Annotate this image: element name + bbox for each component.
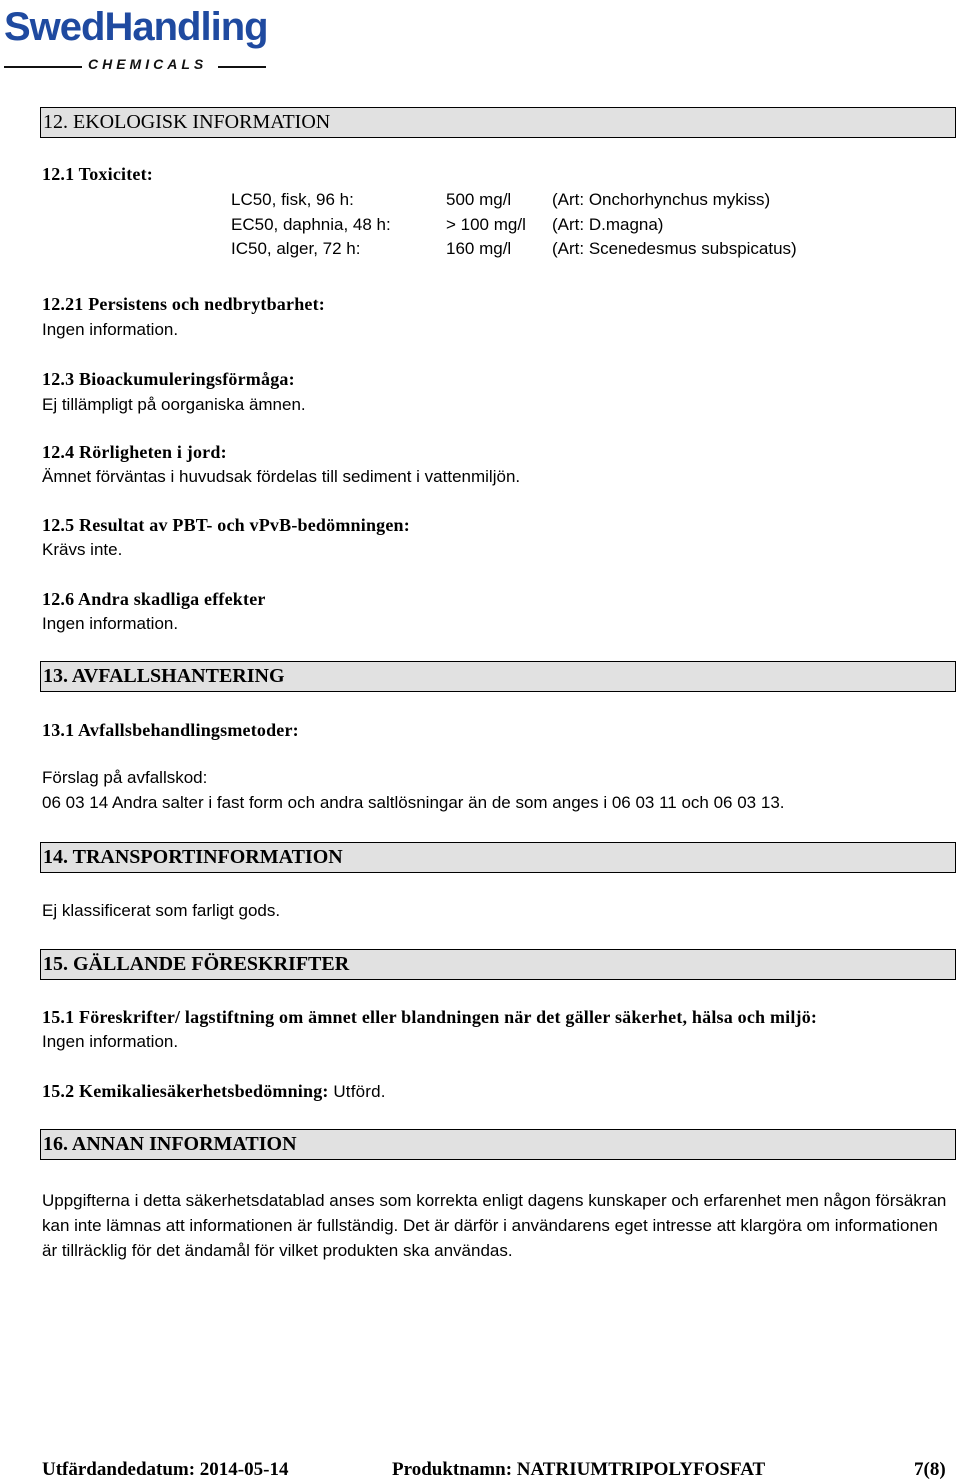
tox-row-1-label: LC50, fisk, 96 h: [231,190,354,209]
pbt-title: 12.5 Resultat av PBT- och vPvB-bedömningen: [42,515,410,535]
company-logo [4,4,266,76]
waste-code-text: 06 03 14 Andra salter i fast form och andra saltlösningar än de som anges i 06 03 11 och 06 03 13. [42,793,785,812]
regulations-title: 15.1 Föreskrifter/ lagstiftning om ämnet eller blandningen när det gäller säkerhet, hälsa och miljö: [42,1007,818,1027]
footer-page-number: 7(8) [914,1459,946,1480]
section-12-header: 12. EKOLOGISK INFORMATION [40,107,956,138]
tox-row-2-value: > 100 mg/l [446,215,526,234]
product-name-label: Produktnamn [392,1459,506,1480]
bioaccumulation-text: Ej tillämpligt på oorganiska ämnen. [42,395,306,414]
waste-code-label: Förslag på avfallskod: [42,768,208,787]
persistence-title: 12.21 Persistens och nedbrytbarhet: [42,294,325,314]
section-16-header: 16. ANNAN INFORMATION [40,1129,956,1160]
mobility-text: Ämnet förväntas i huvudsak fördelas till sediment i vattenmiljön. [42,467,521,486]
tox-row-1-species: (Art: Onchorhynchus mykiss) [552,190,771,209]
csa-value: Utförd. [333,1082,386,1101]
toxicity-title: 12.1 Toxicitet: [42,164,153,184]
pbt-text: Krävs inte. [42,540,123,559]
tox-row-2-species: (Art: D.magna) [552,215,664,234]
regulations-text: Ingen information. [42,1032,179,1051]
chemical-safety-assessment [42,1081,386,1102]
issue-date-value: : 2014-05-14 [188,1459,289,1480]
logo-wordmark: SwedHandling [4,5,268,49]
tox-row-3-species: (Art: Scenedesmus subspicatus) [552,239,797,258]
persistence-text: Ingen information. [42,320,179,339]
logo-tagline: CHEMICALS [88,56,208,72]
other-effects-text: Ingen information. [42,614,179,633]
issue-date-label: Utfärdandedatum [42,1459,189,1480]
section-13-header: 13. AVFALLSHANTERING [40,661,956,692]
section-14-header: 14. TRANSPORTINFORMATION [40,842,956,873]
footer-issue-date [42,1459,288,1481]
other-effects-title: 12.6 Andra skadliga effekter [42,589,266,609]
footer-product-name [392,1459,765,1481]
csa-title: 15.2 Kemikaliesäkerhetsbedömning: [42,1081,329,1101]
waste-methods-title: 13.1 Avfallsbehandlingsmetoder: [42,720,299,740]
tox-row-2-label: EC50, daphnia, 48 h: [231,215,391,234]
other-info-paragraph: Uppgifterna i detta säkerhetsdatablad anses som korrekta enligt dagens kunskaper och erfarenhet men någon försäkran kan inte lämnas att informationen är fullständig. Det är därför i användarens eget intresse att klargöra om informationen är tillräcklig för det ändamål för vilket produkten ska användas. [42,1191,947,1260]
tox-row-3-label: IC50, alger, 72 h: [231,239,361,258]
logo-rule-left [4,66,82,68]
section-15-header: 15. GÄLLANDE FÖRESKRIFTER [40,949,956,980]
mobility-title: 12.4 Rörligheten i jord: [42,442,227,462]
tox-row-3-value: 160 mg/l [446,239,512,258]
product-name-value: : NATRIUMTRIPOLYFOSFAT [505,1459,766,1480]
logo-rule-right [218,66,266,68]
tox-row-1-value: 500 mg/l [446,190,512,209]
bioaccumulation-title: 12.3 Bioackumuleringsförmåga: [42,369,295,389]
transport-text: Ej klassificerat som farligt gods. [42,901,281,920]
